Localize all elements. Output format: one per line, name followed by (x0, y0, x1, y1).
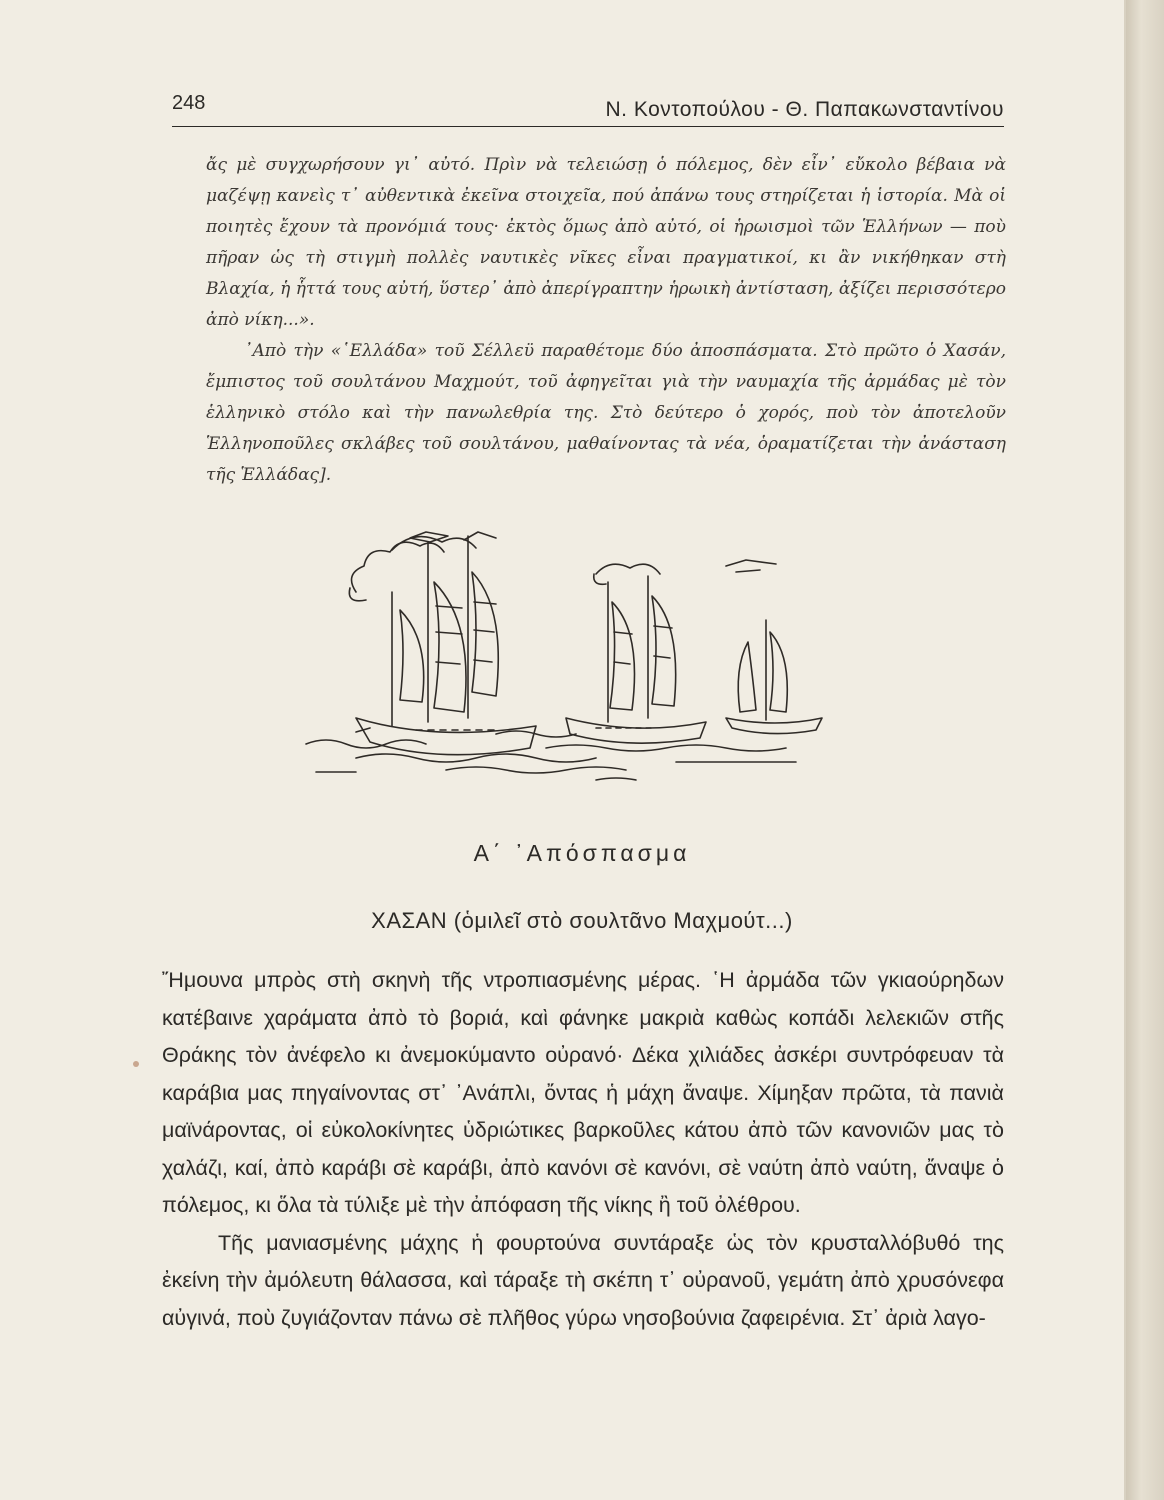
intro-quote (206, 150, 1006, 491)
page-edge (1126, 0, 1164, 1500)
speaker-heading: ΧΑΣΑΝ (ὁμιλεῖ στὸ σουλτᾶνο Μαχμούτ...) (371, 908, 793, 933)
intro-paragraph-2: ᾿Απὸ τὴν «῾Ελλάδα» τοῦ Σέλλεϋ παραθέτομε δύο ἀποσπάσματα. Στὸ πρῶτο ὁ Χασάν, ἔμπιστος τοῦ σουλτάνου Μαχμούτ, τοῦ ἀφηγεῖται γιὰ τὴν ναυμαχία τῆς ἀρμάδας μὲ τὸν ἑλληνικὸ στόλο καὶ τὴν πανωλεθρία της. Στὸ δεύτερο ὁ χορός, ποὺ τὸν ἀποτελοῦν Ἑλληνοποῦλες σκλάβες τοῦ σουλτάνου, μαθαίνοντας τὰ νέα, ὁραματίζεται τὴν ἀνάσταση τῆς Ἑλλάδας]. (206, 341, 1006, 485)
section-title: Α΄ ᾿Απόσπασμα (473, 840, 691, 866)
body-paragraph-1: Ἤμουνα μπρὸς στὴ σκηνὴ τῆς ντροπιασμένης μέρας. ῾Η ἀρμάδα τῶν γκιαούρηδων κατέβαινε χαράματα ἀπὸ τὸ βοριά, καὶ φάνηκε μακριὰ καθὼς κοπάδι λελεκιῶν στῆς Θράκης τὸν ἀνέφελο κι ἀνεμοκύμαντο οὐρανό· Δέκα χιλιάδες ἀσκέρι συντρόφευαν τὰ καράβια μας πηγαίνοντας στ᾿ ᾿Ανάπλι, ὄντας ἡ μάχη ἄναψε. Χίμηξαν πρῶτα, τὰ πανιὰ μαϊνάροντας, οἱ εὐκολοκίνητες ὑδριώτικες βαρκοῦλες κάτου ἀπὸ τῶν κανονιῶν μας τὸ χαλάζι, καί, ἀπὸ καράβι σὲ καράβι, ἀπὸ κανόνι σὲ κανόνι, σὲ ναύτη ἀπὸ ναύτη, ἄναψε ὁ πόλεμος, κι ὅλα τὰ τύλιξε μὲ τὴν ἀπόφαση τῆς νίκης ἢ τοῦ ὀλέθρου. (162, 968, 1004, 1217)
intro-paragraph-1: ἄς μὲ συγχωρήσουν γι᾿ αὐτό. Πρὶν νὰ τελειώσῃ ὁ πόλεμος, δὲν εἶν᾿ εὔκολο βέβαια νὰ μαζέψῃ κανεὶς τ᾿ αὐθεντικὰ ἐκεῖνα στοιχεῖα, πού ἀπάνω τους στηρίζεται ἡ ἱστορία. Μὰ οἱ ποιητὲς ἔχουν τὰ προνόμιά τους· ἐκτὸς ὅμως ἀπὸ αὐτό, οἱ ἡρωισμοὶ τῶν Ἑλλήνων — ποὺ πῆραν ὡς τὴ στιγμὴ πολλὲς ναυτικὲς νῖκες εἶναι πραγματικοί, κι ἂν νικήθηκαν στὴ Βλαχία, ἡ ἧττά τους αὐτή, ὕστερ᾿ ἀπὸ ἀπερίγραπτην ἡρωικὴ ἀντίσταση, ἀξίζει περισσότερο ἀπὸ νίκη...». (206, 155, 1006, 330)
page-header (172, 92, 1004, 127)
body-paragraph-2: Τῆς μανιασμένης μάχης ἡ φουρτούνα συντάραξε ὡς τὸν κρυσταλλόβυθό της ἐκείνη τὴν ἀμόλευτη θάλασσα, καὶ τάραξε τὴ σκέπη τ᾿ οὐρανοῦ, γεμάτη ἀπὸ χρυσόνεφα αὐγινά, ποὺ ζυγιάζονταν πάνω σὲ πλῆθος γύρω νησοβούνια ζαφειρένια. Στ᾿ ἀριὰ λαγο- (162, 1230, 1004, 1330)
running-head: Ν. Κοντοπούλου - Θ. Παπακωνσταντίνου (605, 98, 1004, 121)
main-text (162, 962, 1004, 1337)
sailing-ships-illustration (296, 522, 832, 784)
page-number: 248 (172, 92, 206, 114)
margin-speck (133, 1061, 139, 1067)
